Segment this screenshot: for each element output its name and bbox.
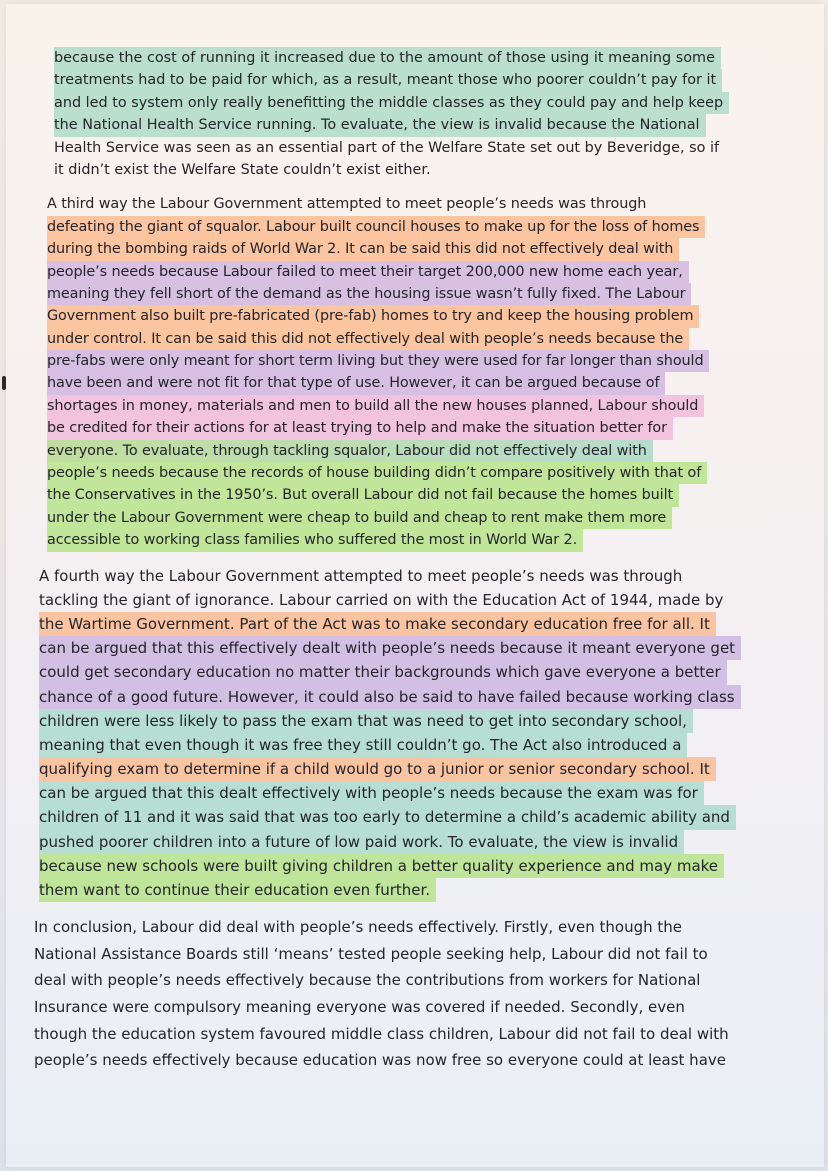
text-line: it didn’t exist the Welfare State couldn’t exist either. bbox=[54, 161, 431, 178]
text-line: during the bombing raids of World War 2. It can be said this did not effectively deal with bbox=[47, 238, 679, 260]
text-line: and led to system only really benefitting the middle classes as they could pay and help keep bbox=[54, 92, 729, 114]
text-line: can be argued that this dealt effectively with people’s needs because the exam was for bbox=[39, 781, 704, 805]
text-line: deal with people’s needs effectively because the contributions from workers for National bbox=[34, 971, 701, 990]
text-line: because the cost of running it increased due to the amount of those using it meaning some bbox=[54, 47, 721, 69]
text-line: qualifying exam to determine if a child would go to a junior or senior secondary school. It bbox=[39, 757, 716, 781]
text-line: Health Service was seen as an essential part of the Welfare State set out by Beveridge, so if bbox=[54, 139, 720, 156]
text-line: A third way the Labour Government attempted to meet people’s needs was through bbox=[47, 196, 647, 213]
text-line: though the education system favoured middle class children, Labour did not fail to deal with bbox=[34, 1024, 729, 1043]
text-line: defeating the giant of squalor. Labour built council houses to make up for the loss of homes bbox=[47, 216, 705, 238]
text-line: under control. It can be said this did not effectively deal with people’s needs because the bbox=[47, 328, 689, 350]
text-line: In conclusion, Labour did deal with people’s needs effectively. Firstly, even though the bbox=[34, 918, 683, 937]
text-line: Insurance were compulsory meaning everyone was covered if needed. Secondly, even bbox=[34, 998, 685, 1016]
text-line: children of 11 and it was said that was too early to determine a child’s academic ability and bbox=[39, 805, 736, 829]
text-line: A fourth way the Labour Government attempted to meet people’s needs was through bbox=[39, 566, 683, 585]
text-line: meaning they fell short of the demand as the housing issue wasn’t fully fixed. The Labour bbox=[47, 283, 691, 305]
text-line: them want to continue their education even further. bbox=[39, 878, 436, 902]
text-line: people’s needs because the records of house building didn’t compare positively with that of bbox=[47, 462, 707, 484]
text-line: the Conservatives in the 1950’s. But overall Labour did not fail because the homes built bbox=[47, 484, 679, 506]
text-line: have been and were not fit for that type of use. However, it can be argued because of bbox=[47, 372, 665, 394]
text-line: be credited for their actions for at least trying to help and make the situation better for bbox=[47, 417, 673, 439]
essay-text bbox=[32, 47, 792, 1086]
paragraph-3 bbox=[32, 564, 792, 903]
text-line: accessible to working class families who suffered the most in World War 2. bbox=[47, 529, 583, 551]
text-line: everyone. To evaluate, through tackling squalor, Labour did not effectively deal with bbox=[47, 440, 653, 462]
text-line: National Assistance Boards still ‘means’ tested people seeking help, Labour did not fail to bbox=[34, 944, 708, 963]
text-line: could get secondary education no matter their backgrounds which gave everyone a better bbox=[39, 660, 727, 684]
text-line: chance of a good future. However, it could also be said to have failed because working class bbox=[39, 685, 741, 709]
text-line: because new schools were built giving children a better quality experience and may make bbox=[39, 854, 724, 878]
text-line: people’s needs because Labour failed to meet their target 200,000 new home each year, bbox=[47, 261, 689, 283]
text-line: pre-fabs were only meant for short term living but they were used for far longer than should bbox=[47, 350, 709, 372]
text-line: under the Labour Government were cheap to build and cheap to rent make them more bbox=[47, 507, 672, 529]
paragraph-4 bbox=[32, 914, 792, 1074]
text-line: shortages in money, materials and men to build all the new houses planned, Labour should bbox=[47, 395, 704, 417]
text-line: treatments had to be paid for which, as a result, meant those who poorer couldn’t pay for it bbox=[54, 69, 722, 91]
text-line: pushed poorer children into a future of low paid work. To evaluate, the view is invalid bbox=[39, 830, 684, 854]
text-line: people’s needs effectively because education was now free so everyone could at least have bbox=[34, 1051, 726, 1070]
text-line: meaning that even though it was free they still couldn’t go. The Act also introduced a bbox=[39, 733, 687, 757]
paragraph-1 bbox=[32, 47, 792, 181]
paragraph-2 bbox=[32, 193, 792, 551]
text-line: children were less likely to pass the exam that was need to get into secondary school, bbox=[39, 709, 693, 733]
text-line: tackling the giant of ignorance. Labour carried on with the Education Act of 1944, made by bbox=[39, 590, 724, 609]
text-line: Government also built pre-fabricated (pre-fab) homes to try and keep the housing problem bbox=[47, 305, 699, 327]
text-line: the National Health Service running. To evaluate, the view is invalid because the National bbox=[54, 114, 706, 136]
text-line: can be argued that this effectively dealt with people’s needs because it meant everyone get bbox=[39, 636, 741, 660]
text-line: the Wartime Government. Part of the Act was to make secondary education free for all. It bbox=[39, 612, 716, 636]
margin-mark bbox=[2, 376, 6, 390]
